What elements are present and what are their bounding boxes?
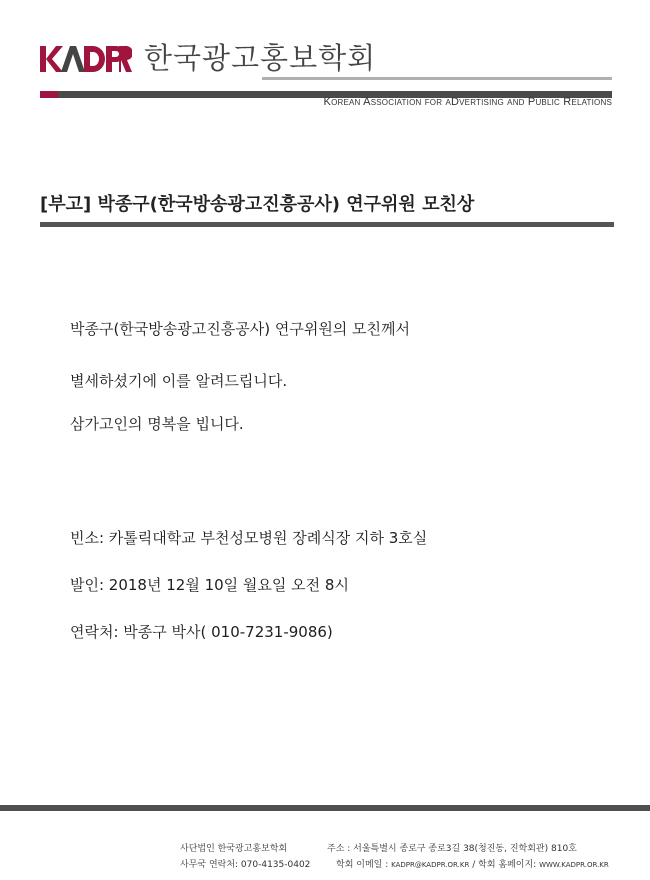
footer-email-link[interactable]: KADPR@KADPR.OR.KR bbox=[391, 861, 470, 869]
footer-rule bbox=[0, 805, 650, 811]
footer-contact-line bbox=[336, 857, 609, 870]
notice-line-2: 별세하셨기에 이를 알려드립니다. bbox=[70, 372, 288, 390]
notice-title: [부고] 박종구(한국방송광고진흥공사) 연구위원 모친상 bbox=[40, 194, 475, 215]
footer-org-label: 사단법인 한국광고홍보학회 bbox=[180, 844, 288, 854]
notice-line-3: 삼가고인의 명복을 빕니다. bbox=[70, 415, 244, 433]
org-name: 한국광고홍보학회 bbox=[144, 41, 377, 75]
footer-address: 주소 : 서울특별시 종로구 종로3길 38(청진동, 진학회관) 810호 bbox=[327, 844, 577, 854]
footer-homepage-link[interactable]: WWW.KADPR.OR.KR bbox=[539, 861, 609, 869]
header-rule-accent bbox=[40, 91, 58, 98]
kadpr-logo bbox=[40, 40, 132, 74]
contact-info: 연락처: 박종구 박사( 010-7231-9086) bbox=[70, 623, 333, 641]
footer-homepage-label: / 학회 홈페이지: bbox=[472, 860, 537, 870]
notice-line-1: 박종구(한국방송광고진흥공사) 연구위원의 모친께서 bbox=[70, 320, 411, 338]
kadpr-logo-icon bbox=[40, 44, 132, 74]
english-org-name: Korean Association for aDvertising and Public Relations bbox=[323, 96, 612, 108]
title-rule bbox=[40, 222, 614, 227]
footer-email-label: 학회 이메일 : bbox=[336, 860, 389, 870]
footer-phone: 사무국 연락처: 070-4135-0402 bbox=[180, 860, 311, 870]
header-thin-rule bbox=[262, 77, 612, 80]
departure-date: 발인: 2018년 12월 10일 월요일 오전 8시 bbox=[70, 576, 349, 594]
funeral-venue: 빈소: 카톨릭대학교 부천성모병원 장례식장 지하 3호실 bbox=[70, 529, 428, 547]
